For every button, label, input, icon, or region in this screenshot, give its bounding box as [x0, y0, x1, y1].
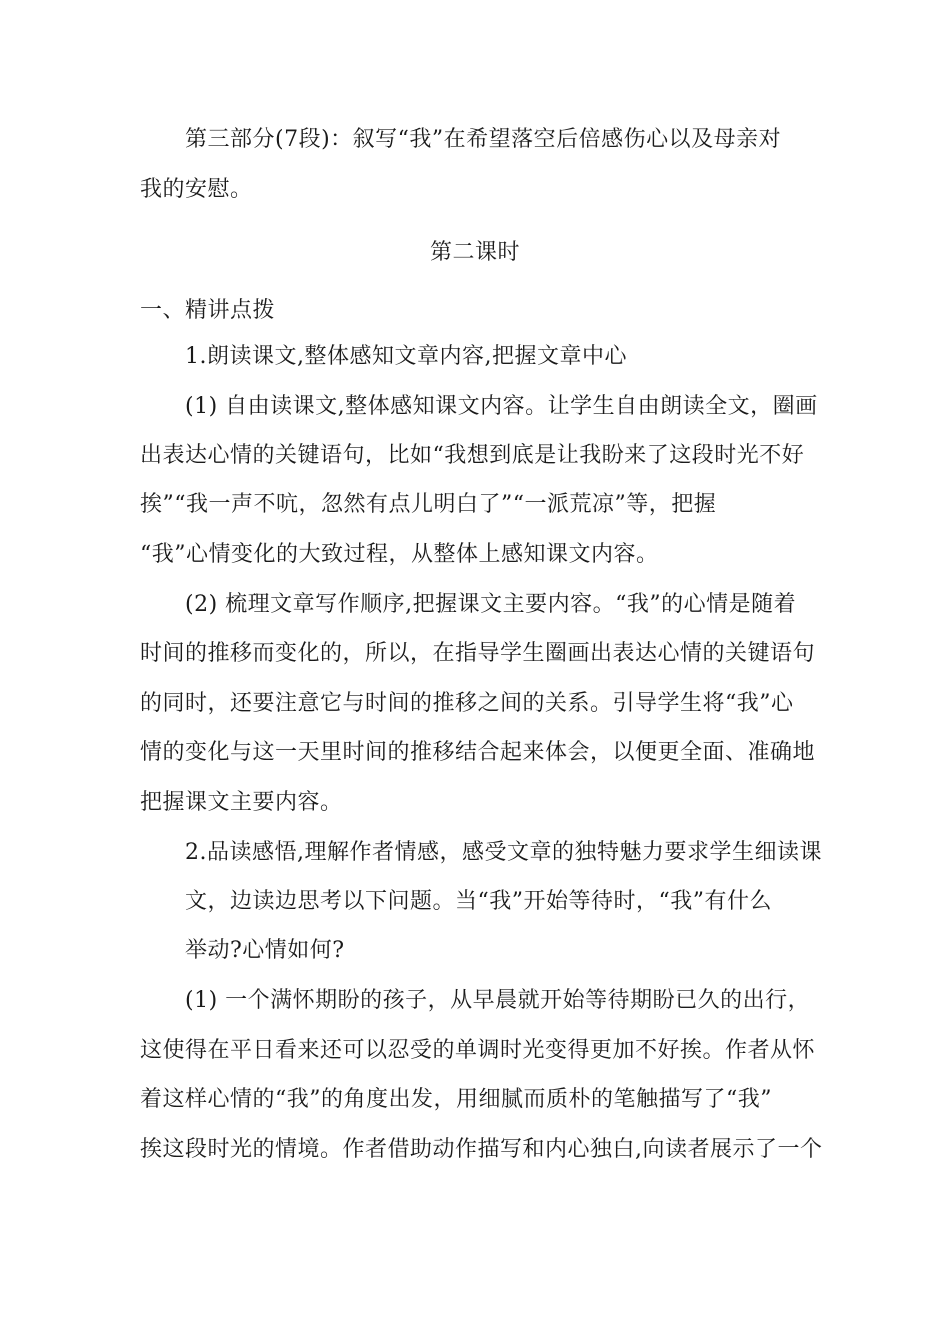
item-1-2-line-3: 的同时，还要注意它与时间的推移之间的关系。引导学生将“我”心 — [140, 691, 794, 716]
item-2-1-line-4: 挨这段时光的情境。作者借助动作描写和内心独白,向读者展示了一个 — [140, 1137, 823, 1162]
item-1-2-line-2: 时间的推移而变化的，所以，在指导学生圈画出表达心情的关键语句 — [140, 641, 816, 666]
item-1-1-line-2: 出表达心情的关键语句，比如“我想到底是让我盼来了这段时光不好 — [140, 443, 805, 468]
item-2-1-line-2: 这使得在平日看来还可以忍受的单调时光变得更加不好挨。作者从怀 — [140, 1038, 816, 1063]
item-1-2-line-1: (2) 梳理文章写作顺序,把握课文主要内容。“我”的心情是随着 — [185, 592, 797, 617]
heading-intensive-explanation: 一、精讲点拨 — [140, 298, 276, 323]
item-1-1-line-1: (1) 自由读课文,整体感知课文内容。让学生自由朗读全文，圈画 — [185, 394, 818, 419]
paragraph-part-three-line-1: 第三部分(7段)：叙写“我”在希望落空后倍感伤心以及母亲对 — [185, 127, 782, 152]
item-2-line-2: 文，边读边思考以下问题。当“我”开始等待时，“我”有什么 — [185, 889, 772, 914]
item-2-1-line-1: (1) 一个满怀期盼的孩子，从早晨就开始等待期盼已久的出行， — [185, 988, 811, 1013]
item-2-line-1: 2.品读感悟,理解作者情感，感受文章的独特魅力要求学生细读课 — [185, 840, 822, 865]
item-1-1-line-4: “我”心情变化的大致过程，从整体上感知课文内容。 — [140, 542, 659, 567]
item-2-1-line-3: 着这样心情的“我”的角度出发，用细腻而质朴的笔触描写了“我” — [140, 1087, 772, 1112]
section-title: 第二课时 — [429, 240, 520, 265]
item-2-line-3: 举动?心情如何? — [185, 938, 345, 963]
item-1-1-line-3: 挨”“我一声不吭，忽然有点儿明白了”“一派荒凉”等，把握 — [140, 492, 717, 517]
item-1-2-line-4: 情的变化与这一天里时间的推移结合起来体会，以便更全面、准确地 — [140, 740, 816, 765]
paragraph-part-three-line-2: 我的安慰。 — [140, 177, 253, 202]
item-1-2-line-5: 把握课文主要内容。 — [140, 790, 343, 815]
item-1-heading: 1.朗读课文,整体感知文章内容,把握文章中心 — [185, 344, 627, 369]
